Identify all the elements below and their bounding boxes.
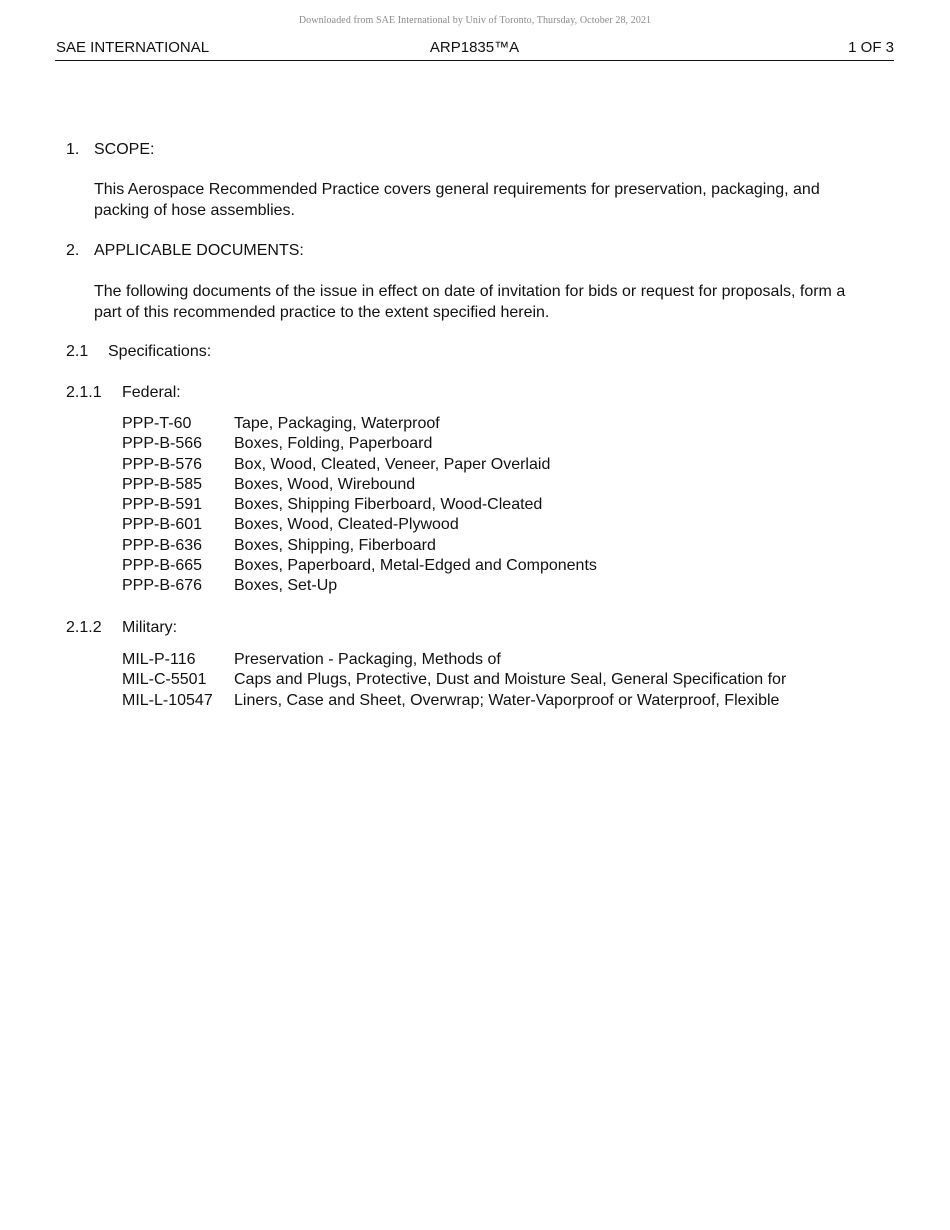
download-watermark: Downloaded from SAE International by Univ of Toronto, Thursday, October 28, 2021 (298, 15, 652, 26)
spec-id: PPP-B-576 (122, 455, 203, 473)
header-page-number: 1 OF 3 (848, 39, 894, 56)
section-number: 2.1.1 (66, 384, 102, 401)
section-title: Specifications: (108, 343, 212, 360)
section-number: 2. (66, 242, 80, 259)
spec-id: PPP-T-60 (122, 415, 192, 432)
spec-title: Boxes, Set-Up (234, 577, 338, 595)
section-title: SCOPE: (94, 141, 155, 158)
section-number: 2.1.2 (66, 619, 102, 636)
spec-title: Preservation - Packaging, Methods of (234, 651, 501, 668)
spec-title: Caps and Plugs, Protective, Dust and Moisture Seal, General Specification for (234, 671, 787, 689)
spec-id: PPP-B-665 (122, 557, 203, 575)
spec-id: MIL-L-10547 (122, 691, 213, 709)
spec-id: PPP-B-676 (122, 577, 203, 595)
section-applicable-body: The following documents of the issue in effect on date of invitation for bids or request for proposals, form a part of this recommended practice to the extent specified herein. (94, 283, 846, 321)
header-organization: SAE INTERNATIONAL (56, 39, 210, 56)
header-document-id: ARP1835™A (429, 39, 520, 56)
spec-title: Boxes, Folding, Paperboard (234, 435, 433, 453)
spec-id: PPP-B-601 (122, 516, 203, 534)
spec-title: Boxes, Shipping, Fiberboard (234, 536, 436, 554)
spec-title: Boxes, Wood, Cleated-Plywood (234, 516, 459, 534)
spec-id: PPP-B-585 (122, 475, 203, 493)
spec-title: Tape, Packaging, Waterproof (234, 415, 440, 432)
section-number: 1. (66, 141, 80, 158)
page-header (55, 38, 894, 61)
spec-title: Boxes, Paperboard, Metal-Edged and Components (234, 557, 597, 575)
spec-id: PPP-B-591 (122, 496, 203, 514)
section-scope-body: This Aerospace Recommended Practice covers general requirements for preservation, packaging, and packing of hose assemblies. (94, 181, 820, 219)
section-title: APPLICABLE DOCUMENTS: (94, 242, 304, 259)
spec-title: Liners, Case and Sheet, Overwrap; Water-Vaporproof or Waterproof, Flexible (234, 691, 780, 709)
spec-id: MIL-C-5501 (122, 671, 207, 689)
spec-id: PPP-B-636 (122, 536, 203, 554)
section-title: Military: (122, 619, 178, 636)
spec-title: Boxes, Shipping Fiberboard, Wood-Cleated (234, 496, 543, 514)
section-title: Federal: (122, 384, 181, 401)
spec-id: MIL-P-116 (122, 651, 196, 668)
spec-id: PPP-B-566 (122, 435, 203, 453)
spec-title: Box, Wood, Cleated, Veneer, Paper Overlaid (234, 455, 551, 473)
section-number: 2.1 (66, 343, 89, 360)
spec-title: Boxes, Wood, Wirebound (234, 475, 416, 493)
